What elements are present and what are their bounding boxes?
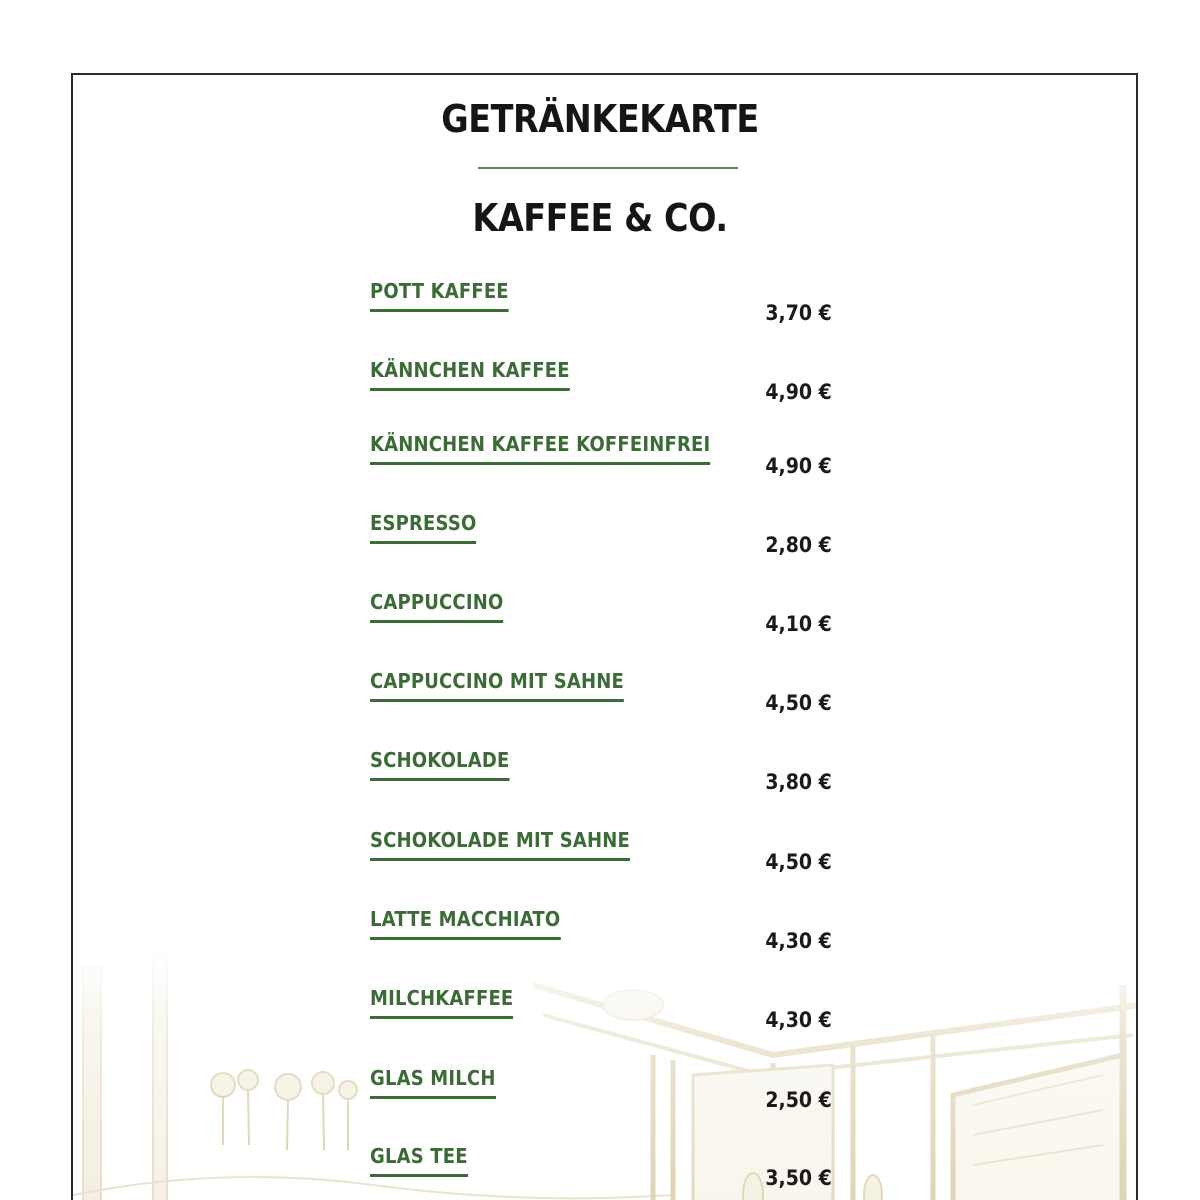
menu-item-name: KÄNNCHEN KAFFEE KOFFEINFREI (370, 432, 710, 465)
menu-item (0, 1144, 1200, 1200)
menu-item (0, 511, 1200, 591)
menu-item-price: 2,50 € (765, 1088, 832, 1112)
menu-item-price: 3,70 € (765, 301, 832, 325)
menu-item-name: GLAS TEE (370, 1144, 468, 1177)
menu-item-name: MILCHKAFFEE (370, 986, 513, 1019)
menu-item-price: 4,90 € (765, 380, 832, 404)
menu-item (0, 907, 1200, 987)
menu-item-price: 4,50 € (765, 691, 832, 715)
menu-item-price: 3,80 € (765, 770, 832, 794)
menu-item-name: CAPPUCCINO (370, 590, 503, 623)
menu-item (0, 1066, 1200, 1146)
menu-item (0, 748, 1200, 828)
menu-item-price: 4,30 € (765, 1008, 832, 1032)
section-title: KAFFEE & CO. (472, 196, 728, 240)
menu-item-name: SCHOKOLADE (370, 748, 509, 781)
menu-item (0, 986, 1200, 1066)
menu-item-price: 2,80 € (765, 533, 832, 557)
menu-item (0, 590, 1200, 670)
menu-item-price: 4,10 € (765, 612, 832, 636)
menu-item-price: 4,50 € (765, 850, 832, 874)
menu-item-name: SCHOKOLADE MIT SAHNE (370, 828, 630, 861)
menu-item-name: GLAS MILCH (370, 1066, 496, 1099)
menu-item-name: CAPPUCCINO MIT SAHNE (370, 669, 624, 702)
menu-item-price: 3,50 € (765, 1166, 832, 1190)
menu-item (0, 669, 1200, 749)
menu-item (0, 828, 1200, 908)
menu-item-name: KÄNNCHEN KAFFEE (370, 358, 570, 391)
menu-item-name: POTT KAFFEE (370, 279, 509, 312)
menu-item (0, 432, 1200, 512)
menu-item-name: ESPRESSO (370, 511, 476, 544)
menu-item-price: 4,30 € (765, 929, 832, 953)
menu-item-name: LATTE MACCHIATO (370, 907, 560, 940)
menu-item (0, 279, 1200, 359)
menu-item (0, 358, 1200, 438)
menu-title: GETRÄNKEKARTE (441, 97, 759, 141)
menu-item-price: 4,90 € (765, 454, 832, 478)
